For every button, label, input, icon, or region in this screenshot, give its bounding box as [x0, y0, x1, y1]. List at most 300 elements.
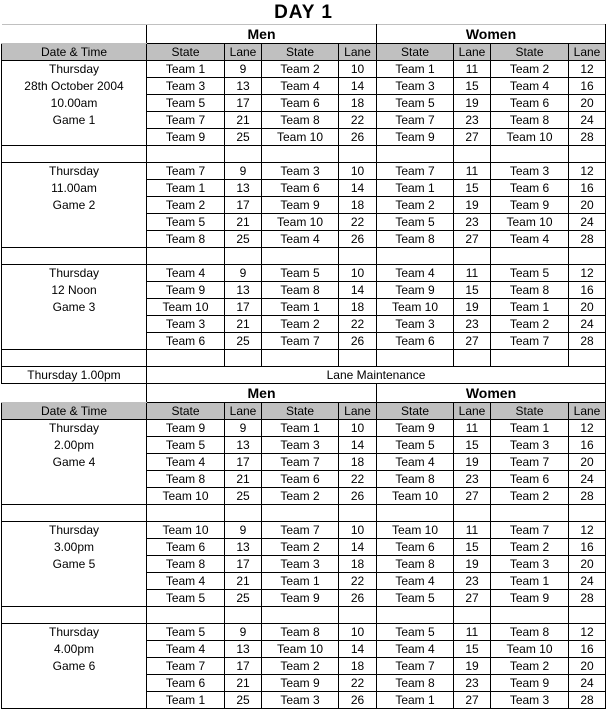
women-state-cell[interactable]: Team 6: [491, 95, 569, 112]
date-time-cell[interactable]: Game 5: [2, 556, 147, 573]
women-state-cell[interactable]: Team 1: [377, 692, 454, 709]
empty-cell[interactable]: [262, 350, 339, 367]
women-lane-cell[interactable]: 27: [454, 129, 491, 146]
women-state-cell[interactable]: Team 7: [377, 112, 454, 129]
empty-cell[interactable]: [569, 248, 606, 265]
group-men-label[interactable]: Men: [147, 384, 377, 403]
men-state-cell[interactable]: Team 8: [147, 556, 225, 573]
women-lane-cell[interactable]: 20: [569, 556, 606, 573]
women-state-cell[interactable]: Team 10: [491, 641, 569, 658]
women-state-cell[interactable]: Team 8: [491, 282, 569, 299]
men-lane-cell[interactable]: 10: [339, 522, 377, 539]
column-header-cell[interactable]: Lane: [225, 403, 262, 420]
women-lane-cell[interactable]: 11: [454, 420, 491, 437]
men-lane-cell[interactable]: 18: [339, 197, 377, 214]
men-state-cell[interactable]: Team 9: [262, 197, 339, 214]
date-time-cell[interactable]: [2, 488, 147, 505]
empty-cell[interactable]: [147, 607, 225, 624]
women-state-cell[interactable]: Team 3: [491, 692, 569, 709]
women-lane-cell[interactable]: 24: [569, 675, 606, 692]
women-lane-cell[interactable]: 20: [569, 299, 606, 316]
date-time-cell[interactable]: Thursday: [2, 624, 147, 641]
empty-cell[interactable]: [569, 505, 606, 522]
men-lane-cell[interactable]: 21: [225, 471, 262, 488]
women-state-cell[interactable]: Team 7: [377, 163, 454, 180]
women-lane-cell[interactable]: 11: [454, 61, 491, 78]
women-lane-cell[interactable]: 24: [569, 112, 606, 129]
date-time-cell[interactable]: [2, 129, 147, 146]
women-state-cell[interactable]: Team 1: [377, 180, 454, 197]
men-lane-cell[interactable]: 14: [339, 78, 377, 95]
empty-cell[interactable]: [2, 350, 147, 367]
men-state-cell[interactable]: Team 6: [147, 333, 225, 350]
men-lane-cell[interactable]: 21: [225, 316, 262, 333]
men-lane-cell[interactable]: 21: [225, 573, 262, 590]
women-lane-cell[interactable]: 16: [569, 282, 606, 299]
men-lane-cell[interactable]: 17: [225, 556, 262, 573]
women-lane-cell[interactable]: 20: [569, 454, 606, 471]
women-lane-cell[interactable]: 19: [454, 95, 491, 112]
men-state-cell[interactable]: Team 9: [262, 675, 339, 692]
men-state-cell[interactable]: Team 1: [262, 573, 339, 590]
men-state-cell[interactable]: Team 4: [147, 454, 225, 471]
men-state-cell[interactable]: Team 3: [262, 437, 339, 454]
men-lane-cell[interactable]: 18: [339, 556, 377, 573]
men-state-cell[interactable]: Team 8: [262, 112, 339, 129]
women-state-cell[interactable]: Team 8: [377, 471, 454, 488]
empty-cell[interactable]: [2, 607, 147, 624]
men-lane-cell[interactable]: 25: [225, 488, 262, 505]
men-lane-cell[interactable]: 14: [339, 282, 377, 299]
women-state-cell[interactable]: Team 5: [377, 437, 454, 454]
empty-cell[interactable]: [377, 505, 454, 522]
empty-cell[interactable]: [339, 607, 377, 624]
empty-cell[interactable]: [339, 248, 377, 265]
empty-cell[interactable]: [454, 505, 491, 522]
date-time-cell[interactable]: 3.00pm: [2, 539, 147, 556]
women-state-cell[interactable]: Team 7: [491, 454, 569, 471]
column-header-cell[interactable]: State: [377, 44, 454, 61]
date-time-cell[interactable]: Game 3: [2, 299, 147, 316]
empty-cell[interactable]: [147, 248, 225, 265]
women-state-cell[interactable]: Team 6: [377, 539, 454, 556]
men-state-cell[interactable]: Team 3: [262, 692, 339, 709]
women-state-cell[interactable]: Team 5: [377, 214, 454, 231]
men-state-cell[interactable]: Team 5: [147, 590, 225, 607]
empty-cell[interactable]: [262, 248, 339, 265]
men-state-cell[interactable]: Team 7: [262, 454, 339, 471]
men-lane-cell[interactable]: 18: [339, 95, 377, 112]
women-state-cell[interactable]: Team 2: [491, 61, 569, 78]
column-header-cell[interactable]: State: [262, 44, 339, 61]
women-state-cell[interactable]: Team 10: [377, 299, 454, 316]
women-state-cell[interactable]: Team 4: [377, 573, 454, 590]
date-time-cell[interactable]: Thursday: [2, 522, 147, 539]
women-lane-cell[interactable]: 12: [569, 163, 606, 180]
men-state-cell[interactable]: Team 8: [262, 624, 339, 641]
women-lane-cell[interactable]: 23: [454, 316, 491, 333]
men-lane-cell[interactable]: 25: [225, 590, 262, 607]
men-state-cell[interactable]: Team 10: [147, 299, 225, 316]
empty-cell[interactable]: [339, 350, 377, 367]
men-lane-cell[interactable]: 17: [225, 299, 262, 316]
empty-cell[interactable]: [491, 146, 569, 163]
men-lane-cell[interactable]: 22: [339, 112, 377, 129]
empty-cell[interactable]: [491, 350, 569, 367]
women-state-cell[interactable]: Team 2: [491, 316, 569, 333]
men-lane-cell[interactable]: 26: [339, 692, 377, 709]
page-title[interactable]: DAY 1: [274, 1, 333, 23]
men-state-cell[interactable]: Team 3: [262, 556, 339, 573]
men-state-cell[interactable]: Team 3: [147, 316, 225, 333]
date-time-cell[interactable]: 2.00pm: [2, 437, 147, 454]
date-time-cell[interactable]: [2, 333, 147, 350]
women-state-cell[interactable]: Team 8: [377, 556, 454, 573]
men-state-cell[interactable]: Team 9: [147, 282, 225, 299]
date-time-cell[interactable]: [2, 316, 147, 333]
men-lane-cell[interactable]: 10: [339, 61, 377, 78]
women-lane-cell[interactable]: 15: [454, 180, 491, 197]
men-lane-cell[interactable]: 10: [339, 420, 377, 437]
women-state-cell[interactable]: Team 5: [491, 265, 569, 282]
men-state-cell[interactable]: Team 5: [147, 95, 225, 112]
men-state-cell[interactable]: Team 2: [262, 539, 339, 556]
women-lane-cell[interactable]: 19: [454, 197, 491, 214]
women-state-cell[interactable]: Team 5: [377, 624, 454, 641]
men-state-cell[interactable]: Team 6: [262, 471, 339, 488]
women-lane-cell[interactable]: 28: [569, 488, 606, 505]
empty-cell[interactable]: [491, 607, 569, 624]
date-time-cell[interactable]: [2, 231, 147, 248]
empty-cell[interactable]: [225, 248, 262, 265]
women-lane-cell[interactable]: 24: [569, 573, 606, 590]
men-state-cell[interactable]: Team 4: [262, 231, 339, 248]
women-state-cell[interactable]: Team 2: [377, 197, 454, 214]
women-state-cell[interactable]: Team 10: [491, 214, 569, 231]
women-state-cell[interactable]: Team 5: [377, 95, 454, 112]
women-lane-cell[interactable]: 28: [569, 692, 606, 709]
women-state-cell[interactable]: Team 9: [491, 675, 569, 692]
empty-cell[interactable]: [454, 248, 491, 265]
column-header-cell[interactable]: Lane: [454, 44, 491, 61]
women-lane-cell[interactable]: 23: [454, 675, 491, 692]
women-lane-cell[interactable]: 15: [454, 437, 491, 454]
men-state-cell[interactable]: Team 1: [262, 299, 339, 316]
men-lane-cell[interactable]: 14: [339, 180, 377, 197]
men-lane-cell[interactable]: 9: [225, 624, 262, 641]
women-lane-cell[interactable]: 23: [454, 573, 491, 590]
women-lane-cell[interactable]: 15: [454, 539, 491, 556]
column-header-cell[interactable]: Lane: [339, 44, 377, 61]
men-state-cell[interactable]: Team 10: [262, 214, 339, 231]
men-state-cell[interactable]: Team 5: [147, 624, 225, 641]
men-state-cell[interactable]: Team 3: [262, 163, 339, 180]
men-state-cell[interactable]: Team 1: [147, 61, 225, 78]
empty-cell[interactable]: [339, 505, 377, 522]
column-header-cell[interactable]: Lane: [225, 44, 262, 61]
women-state-cell[interactable]: Team 4: [491, 78, 569, 95]
date-time-cell[interactable]: Game 2: [2, 197, 147, 214]
men-state-cell[interactable]: Team 2: [262, 61, 339, 78]
women-state-cell[interactable]: Team 9: [377, 282, 454, 299]
column-header-cell[interactable]: Lane: [569, 403, 606, 420]
women-lane-cell[interactable]: 12: [569, 420, 606, 437]
women-state-cell[interactable]: Team 3: [491, 556, 569, 573]
empty-cell[interactable]: [377, 350, 454, 367]
men-state-cell[interactable]: Team 4: [147, 265, 225, 282]
women-state-cell[interactable]: Team 6: [491, 471, 569, 488]
women-state-cell[interactable]: Team 5: [377, 590, 454, 607]
empty-cell[interactable]: [262, 607, 339, 624]
women-state-cell[interactable]: Team 9: [491, 590, 569, 607]
men-lane-cell[interactable]: 22: [339, 214, 377, 231]
empty-cell[interactable]: [454, 350, 491, 367]
date-time-cell[interactable]: Game 1: [2, 112, 147, 129]
men-lane-cell[interactable]: 13: [225, 539, 262, 556]
date-time-cell[interactable]: Thursday: [2, 61, 147, 78]
women-lane-cell[interactable]: 12: [569, 522, 606, 539]
men-state-cell[interactable]: Team 6: [262, 180, 339, 197]
men-lane-cell[interactable]: 13: [225, 641, 262, 658]
women-state-cell[interactable]: Team 3: [377, 316, 454, 333]
men-state-cell[interactable]: Team 10: [262, 641, 339, 658]
women-lane-cell[interactable]: 19: [454, 556, 491, 573]
men-state-cell[interactable]: Team 1: [147, 692, 225, 709]
women-lane-cell[interactable]: 27: [454, 590, 491, 607]
date-time-cell[interactable]: Game 4: [2, 454, 147, 471]
date-time-cell[interactable]: Game 6: [2, 658, 147, 675]
date-time-cell[interactable]: [2, 675, 147, 692]
maintenance-time[interactable]: Thursday 1.00pm: [2, 367, 147, 384]
women-lane-cell[interactable]: 27: [454, 231, 491, 248]
empty-cell[interactable]: [569, 146, 606, 163]
empty-cell[interactable]: [377, 248, 454, 265]
empty-cell[interactable]: [225, 146, 262, 163]
column-header-cell[interactable]: Date & Time: [2, 403, 147, 420]
women-lane-cell[interactable]: 19: [454, 658, 491, 675]
men-state-cell[interactable]: Team 7: [147, 658, 225, 675]
women-state-cell[interactable]: Team 9: [491, 197, 569, 214]
men-state-cell[interactable]: Team 7: [147, 163, 225, 180]
men-lane-cell[interactable]: 13: [225, 78, 262, 95]
women-lane-cell[interactable]: 12: [569, 624, 606, 641]
men-state-cell[interactable]: Team 10: [147, 522, 225, 539]
men-state-cell[interactable]: Team 7: [262, 522, 339, 539]
date-time-cell[interactable]: [2, 214, 147, 231]
date-time-cell[interactable]: 10.00am: [2, 95, 147, 112]
men-state-cell[interactable]: Team 10: [147, 488, 225, 505]
men-state-cell[interactable]: Team 3: [147, 78, 225, 95]
men-lane-cell[interactable]: 17: [225, 658, 262, 675]
women-state-cell[interactable]: Team 10: [377, 522, 454, 539]
men-state-cell[interactable]: Team 10: [262, 129, 339, 146]
women-lane-cell[interactable]: 20: [569, 95, 606, 112]
date-time-cell[interactable]: [2, 590, 147, 607]
empty-cell[interactable]: [2, 248, 147, 265]
women-lane-cell[interactable]: 28: [569, 231, 606, 248]
women-lane-cell[interactable]: 24: [569, 214, 606, 231]
women-lane-cell[interactable]: 27: [454, 692, 491, 709]
women-lane-cell[interactable]: 28: [569, 129, 606, 146]
women-lane-cell[interactable]: 11: [454, 624, 491, 641]
date-time-cell[interactable]: Thursday: [2, 420, 147, 437]
empty-cell[interactable]: [147, 505, 225, 522]
women-state-cell[interactable]: Team 6: [491, 180, 569, 197]
women-state-cell[interactable]: Team 10: [377, 488, 454, 505]
men-lane-cell[interactable]: 21: [225, 675, 262, 692]
empty-cell[interactable]: [262, 146, 339, 163]
women-lane-cell[interactable]: 28: [569, 333, 606, 350]
empty-cell[interactable]: [339, 146, 377, 163]
men-state-cell[interactable]: Team 5: [147, 214, 225, 231]
men-lane-cell[interactable]: 26: [339, 333, 377, 350]
women-state-cell[interactable]: Team 7: [377, 658, 454, 675]
women-state-cell[interactable]: Team 8: [491, 112, 569, 129]
men-state-cell[interactable]: Team 6: [147, 675, 225, 692]
men-state-cell[interactable]: Team 4: [262, 78, 339, 95]
men-lane-cell[interactable]: 14: [339, 539, 377, 556]
group-women-label[interactable]: Women: [377, 25, 606, 44]
men-state-cell[interactable]: Team 7: [147, 112, 225, 129]
date-time-cell[interactable]: [2, 692, 147, 709]
women-lane-cell[interactable]: 16: [569, 180, 606, 197]
men-lane-cell[interactable]: 13: [225, 180, 262, 197]
women-lane-cell[interactable]: 23: [454, 112, 491, 129]
women-lane-cell[interactable]: 20: [569, 197, 606, 214]
empty-cell[interactable]: [569, 350, 606, 367]
women-lane-cell[interactable]: 24: [569, 471, 606, 488]
men-lane-cell[interactable]: 9: [225, 420, 262, 437]
men-state-cell[interactable]: Team 5: [147, 437, 225, 454]
date-time-cell[interactable]: [2, 471, 147, 488]
date-time-cell[interactable]: 11.00am: [2, 180, 147, 197]
women-lane-cell[interactable]: 19: [454, 454, 491, 471]
women-state-cell[interactable]: Team 2: [491, 539, 569, 556]
women-lane-cell[interactable]: 12: [569, 265, 606, 282]
men-lane-cell[interactable]: 13: [225, 437, 262, 454]
men-state-cell[interactable]: Team 1: [147, 180, 225, 197]
men-lane-cell[interactable]: 14: [339, 437, 377, 454]
men-lane-cell[interactable]: 22: [339, 675, 377, 692]
women-lane-cell[interactable]: 11: [454, 163, 491, 180]
women-lane-cell[interactable]: 12: [569, 61, 606, 78]
women-lane-cell[interactable]: 16: [569, 641, 606, 658]
men-lane-cell[interactable]: 26: [339, 129, 377, 146]
women-state-cell[interactable]: Team 8: [491, 624, 569, 641]
women-lane-cell[interactable]: 16: [569, 437, 606, 454]
column-header-cell[interactable]: Date & Time: [2, 44, 147, 61]
men-lane-cell[interactable]: 26: [339, 488, 377, 505]
men-lane-cell[interactable]: 10: [339, 163, 377, 180]
column-header-cell[interactable]: Lane: [454, 403, 491, 420]
men-lane-cell[interactable]: 21: [225, 214, 262, 231]
women-state-cell[interactable]: Team 6: [377, 333, 454, 350]
column-header-cell[interactable]: State: [147, 403, 225, 420]
men-state-cell[interactable]: Team 6: [147, 539, 225, 556]
men-lane-cell[interactable]: 26: [339, 590, 377, 607]
women-state-cell[interactable]: Team 7: [491, 333, 569, 350]
empty-cell[interactable]: [454, 607, 491, 624]
group-blank-cell[interactable]: [2, 25, 147, 44]
women-lane-cell[interactable]: 11: [454, 522, 491, 539]
empty-cell[interactable]: [569, 607, 606, 624]
men-lane-cell[interactable]: 17: [225, 454, 262, 471]
women-lane-cell[interactable]: 24: [569, 316, 606, 333]
men-lane-cell[interactable]: 25: [225, 692, 262, 709]
group-blank-cell[interactable]: [2, 384, 147, 403]
group-women-label[interactable]: Women: [377, 384, 606, 403]
empty-cell[interactable]: [2, 505, 147, 522]
women-state-cell[interactable]: Team 3: [377, 78, 454, 95]
men-state-cell[interactable]: Team 4: [147, 573, 225, 590]
women-state-cell[interactable]: Team 4: [377, 265, 454, 282]
men-lane-cell[interactable]: 14: [339, 641, 377, 658]
men-state-cell[interactable]: Team 2: [262, 488, 339, 505]
women-state-cell[interactable]: Team 4: [491, 231, 569, 248]
men-state-cell[interactable]: Team 7: [262, 333, 339, 350]
women-state-cell[interactable]: Team 1: [377, 61, 454, 78]
men-lane-cell[interactable]: 18: [339, 454, 377, 471]
men-lane-cell[interactable]: 9: [225, 522, 262, 539]
women-state-cell[interactable]: Team 1: [491, 573, 569, 590]
women-lane-cell[interactable]: 28: [569, 590, 606, 607]
men-state-cell[interactable]: Team 6: [262, 95, 339, 112]
date-time-cell[interactable]: 4.00pm: [2, 641, 147, 658]
men-state-cell[interactable]: Team 9: [147, 129, 225, 146]
women-state-cell[interactable]: Team 8: [377, 675, 454, 692]
column-header-cell[interactable]: State: [491, 44, 569, 61]
women-lane-cell[interactable]: 19: [454, 299, 491, 316]
men-lane-cell[interactable]: 22: [339, 316, 377, 333]
men-lane-cell[interactable]: 9: [225, 163, 262, 180]
men-state-cell[interactable]: Team 9: [147, 420, 225, 437]
women-state-cell[interactable]: Team 2: [491, 658, 569, 675]
men-lane-cell[interactable]: 22: [339, 471, 377, 488]
empty-cell[interactable]: [454, 146, 491, 163]
empty-cell[interactable]: [491, 505, 569, 522]
men-lane-cell[interactable]: 17: [225, 95, 262, 112]
column-header-cell[interactable]: State: [491, 403, 569, 420]
empty-cell[interactable]: [225, 505, 262, 522]
men-lane-cell[interactable]: 25: [225, 333, 262, 350]
women-state-cell[interactable]: Team 7: [491, 522, 569, 539]
column-header-cell[interactable]: State: [147, 44, 225, 61]
women-state-cell[interactable]: Team 9: [377, 129, 454, 146]
men-state-cell[interactable]: Team 4: [147, 641, 225, 658]
women-state-cell[interactable]: Team 8: [377, 231, 454, 248]
men-lane-cell[interactable]: 18: [339, 299, 377, 316]
men-lane-cell[interactable]: 9: [225, 265, 262, 282]
men-state-cell[interactable]: Team 2: [262, 658, 339, 675]
men-state-cell[interactable]: Team 1: [262, 420, 339, 437]
group-men-label[interactable]: Men: [147, 25, 377, 44]
men-lane-cell[interactable]: 13: [225, 282, 262, 299]
empty-cell[interactable]: [262, 505, 339, 522]
men-lane-cell[interactable]: 10: [339, 265, 377, 282]
men-state-cell[interactable]: Team 8: [147, 231, 225, 248]
men-state-cell[interactable]: Team 2: [147, 197, 225, 214]
women-lane-cell[interactable]: 15: [454, 78, 491, 95]
date-time-cell[interactable]: 28th October 2004: [2, 78, 147, 95]
men-state-cell[interactable]: Team 8: [262, 282, 339, 299]
men-state-cell[interactable]: Team 2: [262, 316, 339, 333]
women-lane-cell[interactable]: 23: [454, 214, 491, 231]
column-header-cell[interactable]: State: [262, 403, 339, 420]
column-header-cell[interactable]: Lane: [569, 44, 606, 61]
empty-cell[interactable]: [147, 146, 225, 163]
men-lane-cell[interactable]: 25: [225, 129, 262, 146]
empty-cell[interactable]: [2, 146, 147, 163]
